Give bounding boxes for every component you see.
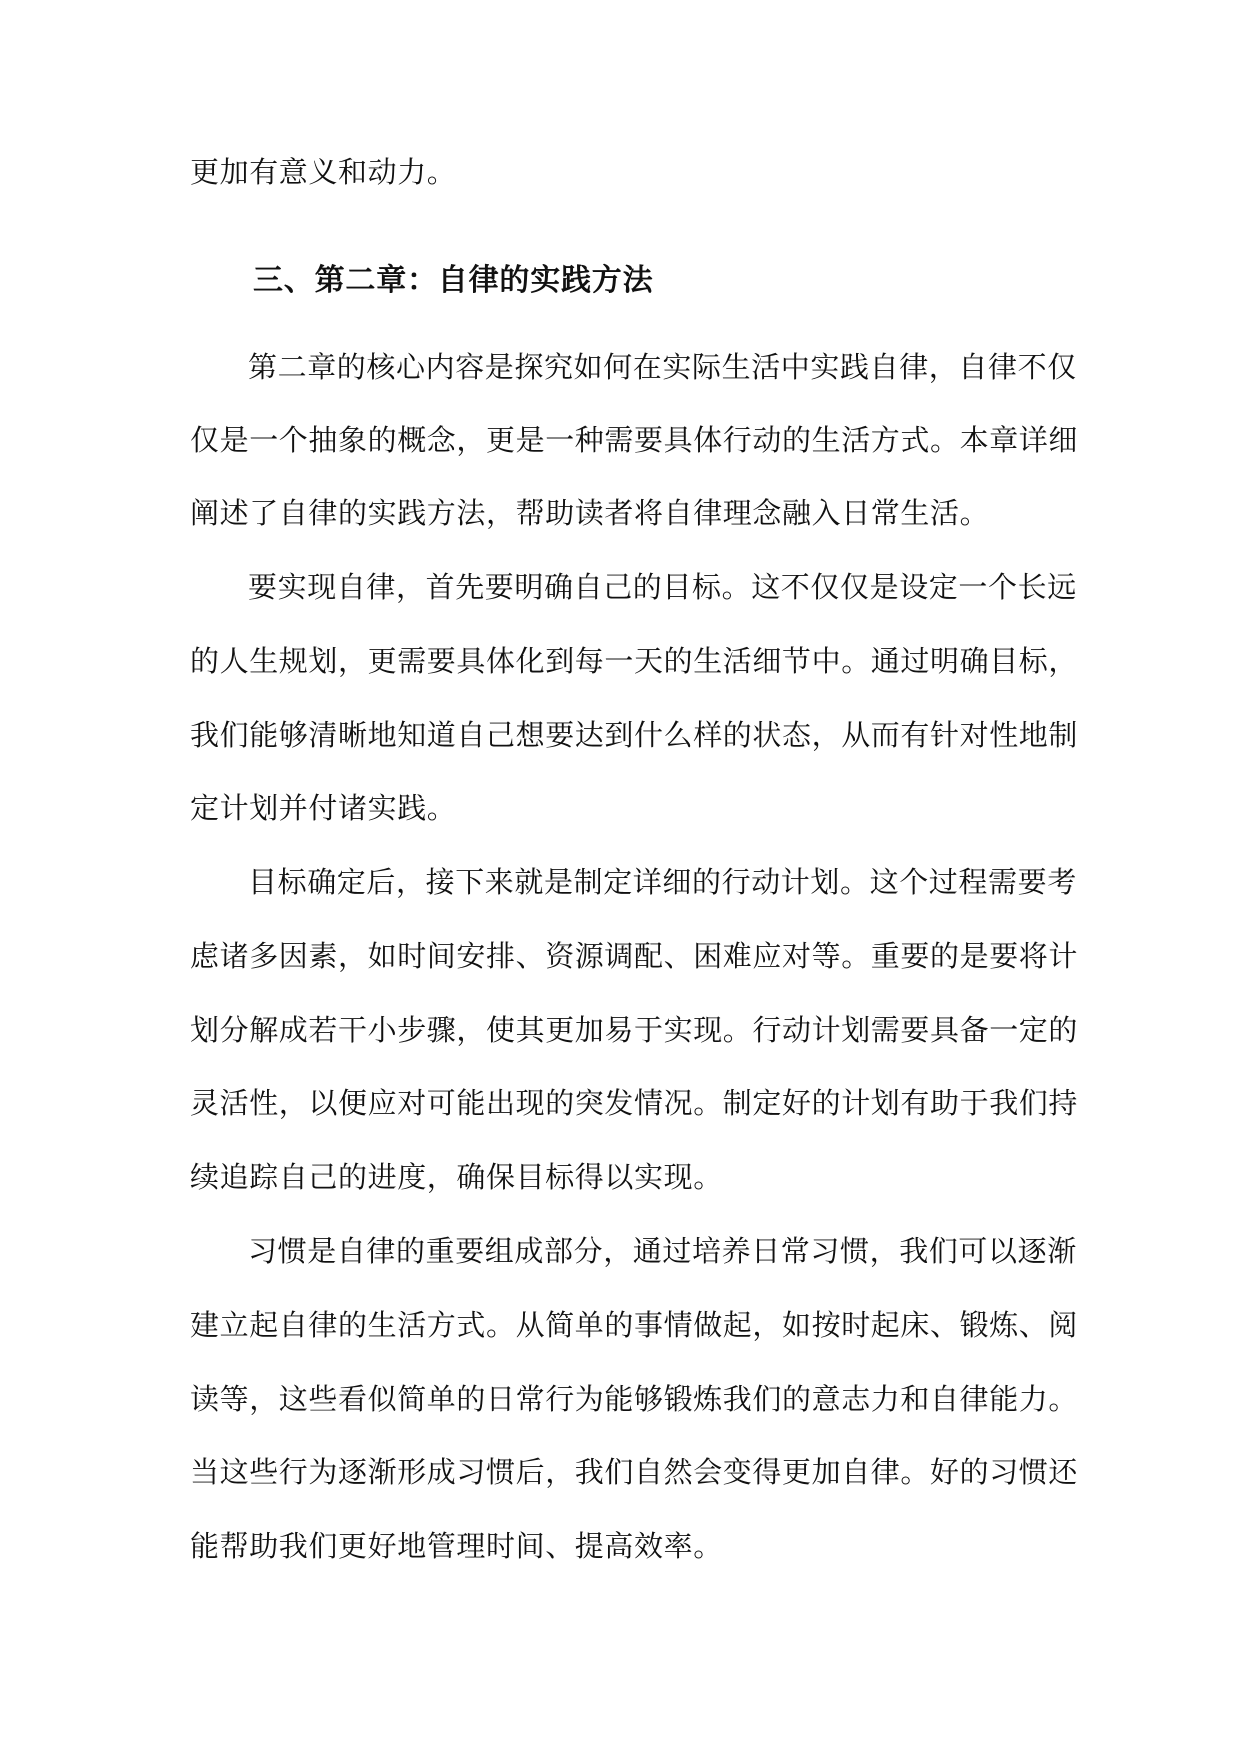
paragraph-line: 仅是一个抽象的概念，更是一种需要具体行动的生活方式。本章详细 <box>190 423 1079 457</box>
paragraph-line: 习惯是自律的重要组成部分，通过培养日常习惯，我们可以逐渐 <box>248 1234 1077 1268</box>
paragraph-line: 的人生规划，更需要具体化到每一天的生活细节中。通过明确目标， <box>190 644 1079 678</box>
section-heading: 三、第二章：自律的实践方法 <box>253 263 654 298</box>
paragraph-line: 虑诸多因素，如时间安排、资源调配、困难应对等。重要的是要将计 <box>190 939 1079 973</box>
paragraph-line: 阐述了自律的实践方法，帮助读者将自律理念融入日常生活。 <box>190 496 990 530</box>
paragraph-line: 读等，这些看似简单的日常行为能够锻炼我们的意志力和自律能力。 <box>190 1382 1079 1416</box>
paragraph-line: 我们能够清晰地知道自己想要达到什么样的状态，从而有针对性地制 <box>190 718 1079 752</box>
paragraph-line: 定计划并付诸实践。 <box>190 791 457 825</box>
paragraph-line: 目标确定后，接下来就是制定详细的行动计划。这个过程需要考 <box>248 865 1077 899</box>
paragraph-line: 灵活性，以便应对可能出现的突发情况。制定好的计划有助于我们持 <box>190 1086 1079 1120</box>
paragraph-line: 当这些行为逐渐形成习惯后，我们自然会变得更加自律。好的习惯还 <box>190 1455 1079 1489</box>
paragraph-line: 划分解成若干小步骤，使其更加易于实现。行动计划需要具备一定的 <box>190 1013 1079 1047</box>
paragraph-line: 要实现自律，首先要明确自己的目标。这不仅仅是设定一个长远 <box>248 570 1077 604</box>
paragraph-line: 第二章的核心内容是探究如何在实际生活中实践自律，自律不仅 <box>248 350 1077 384</box>
paragraph-line: 能帮助我们更好地管理时间、提高效率。 <box>190 1529 723 1563</box>
paragraph-line: 续追踪自己的进度，确保目标得以实现。 <box>190 1160 723 1194</box>
paragraph-line: 更加有意义和动力。 <box>190 155 457 189</box>
paragraph-line: 建立起自律的生活方式。从简单的事情做起，如按时起床、锻炼、阅 <box>190 1308 1079 1342</box>
